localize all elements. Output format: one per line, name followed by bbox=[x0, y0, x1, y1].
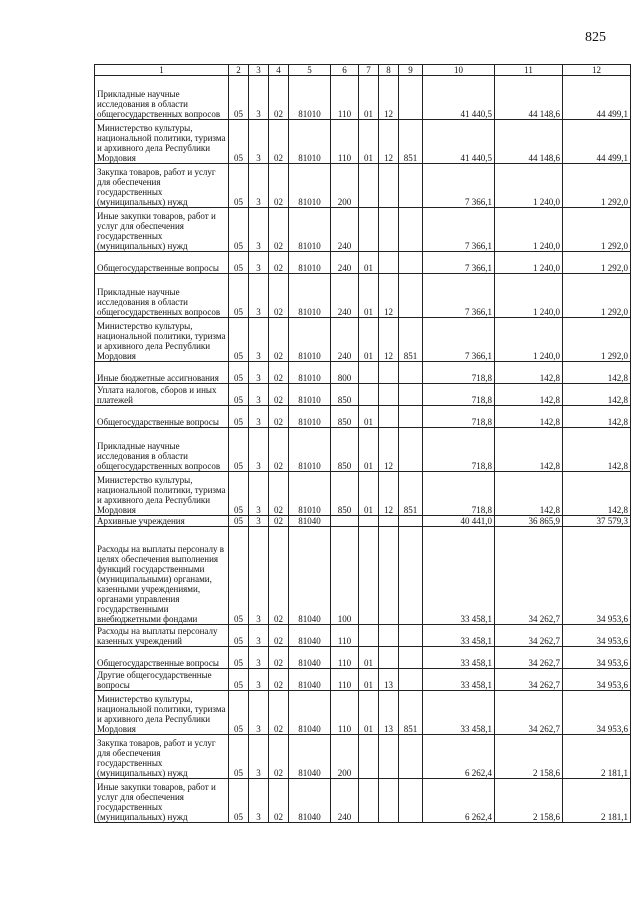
subprogram-code: 3 bbox=[249, 669, 269, 691]
subsection-code bbox=[379, 647, 399, 669]
expense-type-code: 850 bbox=[331, 406, 359, 428]
column-header: 11 bbox=[495, 65, 563, 76]
table-row bbox=[95, 384, 631, 406]
target-code: 81010 bbox=[289, 384, 331, 406]
subsection-code: 12 bbox=[379, 76, 399, 120]
table-row bbox=[95, 669, 631, 691]
table-row bbox=[95, 472, 631, 516]
subsection-code: 12 bbox=[379, 428, 399, 472]
section-code: 02 bbox=[269, 164, 289, 208]
expense-type-code: 100 bbox=[331, 527, 359, 625]
amount-year-1: 7 366,1 bbox=[423, 274, 495, 318]
chapter-code: 05 bbox=[229, 647, 249, 669]
amount-year-1: 33 458,1 bbox=[423, 647, 495, 669]
subsection-code: 12 bbox=[379, 120, 399, 164]
expense-type-code: 200 bbox=[331, 164, 359, 208]
amount-year-2: 34 262,7 bbox=[495, 691, 563, 735]
amount-year-1: 33 458,1 bbox=[423, 691, 495, 735]
amount-year-1: 33 458,1 bbox=[423, 669, 495, 691]
amount-year-2: 34 262,7 bbox=[495, 527, 563, 625]
subprogram-code: 3 bbox=[249, 274, 269, 318]
expense-type-code: 110 bbox=[331, 669, 359, 691]
amount-year-3: 1 292,0 bbox=[563, 274, 631, 318]
target-code: 81040 bbox=[289, 647, 331, 669]
target-code: 81040 bbox=[289, 735, 331, 779]
section-code: 02 bbox=[269, 691, 289, 735]
item-name: Общегосударственные вопросы bbox=[95, 406, 229, 428]
chapter-code: 05 bbox=[229, 516, 249, 527]
amount-year-3: 142,8 bbox=[563, 384, 631, 406]
ministry-code bbox=[399, 406, 423, 428]
chapter-code: 05 bbox=[229, 735, 249, 779]
amount-year-1: 718,8 bbox=[423, 384, 495, 406]
amount-year-2: 142,8 bbox=[495, 472, 563, 516]
target-code: 81040 bbox=[289, 669, 331, 691]
subprogram-code: 3 bbox=[249, 362, 269, 384]
subsection-code bbox=[379, 164, 399, 208]
ministry-code bbox=[399, 362, 423, 384]
ministry-code bbox=[399, 779, 423, 823]
amount-year-2: 1 240,0 bbox=[495, 252, 563, 274]
table-row bbox=[95, 406, 631, 428]
item-name: Иные бюджетные ассигнования bbox=[95, 362, 229, 384]
subsection-code bbox=[379, 252, 399, 274]
section-code: 02 bbox=[269, 669, 289, 691]
chapter-code: 05 bbox=[229, 669, 249, 691]
amount-year-1: 718,8 bbox=[423, 362, 495, 384]
section-code-2: 01 bbox=[359, 252, 379, 274]
amount-year-3: 34 953,6 bbox=[563, 691, 631, 735]
amount-year-3: 34 953,6 bbox=[563, 625, 631, 647]
amount-year-2: 142,8 bbox=[495, 362, 563, 384]
column-header: 9 bbox=[399, 65, 423, 76]
chapter-code: 05 bbox=[229, 318, 249, 362]
amount-year-3: 1 292,0 bbox=[563, 208, 631, 252]
amount-year-1: 7 366,1 bbox=[423, 318, 495, 362]
chapter-code: 05 bbox=[229, 362, 249, 384]
amount-year-1: 718,8 bbox=[423, 428, 495, 472]
table-row bbox=[95, 516, 631, 527]
amount-year-2: 2 158,6 bbox=[495, 779, 563, 823]
subprogram-code: 3 bbox=[249, 779, 269, 823]
chapter-code: 05 bbox=[229, 208, 249, 252]
subprogram-code: 3 bbox=[249, 208, 269, 252]
table-row bbox=[95, 252, 631, 274]
subsection-code bbox=[379, 735, 399, 779]
subsection-code bbox=[379, 516, 399, 527]
section-code: 02 bbox=[269, 779, 289, 823]
amount-year-1: 7 366,1 bbox=[423, 208, 495, 252]
chapter-code: 05 bbox=[229, 120, 249, 164]
expense-type-code: 110 bbox=[331, 691, 359, 735]
header-row bbox=[95, 65, 631, 76]
chapter-code: 05 bbox=[229, 76, 249, 120]
item-name: Министерство культуры, национальной политики, туризма и архивного дела Республики Мордовия bbox=[95, 691, 229, 735]
subsection-code bbox=[379, 406, 399, 428]
amount-year-1: 7 366,1 bbox=[423, 252, 495, 274]
subsection-code bbox=[379, 362, 399, 384]
amount-year-2: 34 262,7 bbox=[495, 647, 563, 669]
subsection-code: 12 bbox=[379, 318, 399, 362]
table-row bbox=[95, 274, 631, 318]
section-code-2 bbox=[359, 384, 379, 406]
ministry-code bbox=[399, 647, 423, 669]
section-code-2: 01 bbox=[359, 76, 379, 120]
section-code-2: 01 bbox=[359, 472, 379, 516]
amount-year-3: 142,8 bbox=[563, 362, 631, 384]
expense-type-code bbox=[331, 516, 359, 527]
column-header: 12 bbox=[563, 65, 631, 76]
subprogram-code: 3 bbox=[249, 428, 269, 472]
table-row bbox=[95, 625, 631, 647]
amount-year-1: 7 366,1 bbox=[423, 164, 495, 208]
ministry-code bbox=[399, 76, 423, 120]
amount-year-2: 44 148,6 bbox=[495, 120, 563, 164]
amount-year-3: 37 579,3 bbox=[563, 516, 631, 527]
table-row bbox=[95, 691, 631, 735]
amount-year-2: 142,8 bbox=[495, 384, 563, 406]
target-code: 81040 bbox=[289, 625, 331, 647]
item-name: Министерство культуры, национальной политики, туризма и архивного дела Республики Мордовия bbox=[95, 120, 229, 164]
target-code: 81010 bbox=[289, 208, 331, 252]
amount-year-1: 6 262,4 bbox=[423, 735, 495, 779]
section-code: 02 bbox=[269, 274, 289, 318]
section-code-2 bbox=[359, 208, 379, 252]
target-code: 81040 bbox=[289, 516, 331, 527]
amount-year-3: 142,8 bbox=[563, 406, 631, 428]
chapter-code: 05 bbox=[229, 779, 249, 823]
section-code: 02 bbox=[269, 208, 289, 252]
target-code: 81010 bbox=[289, 274, 331, 318]
amount-year-1: 41 440,5 bbox=[423, 120, 495, 164]
amount-year-2: 1 240,0 bbox=[495, 164, 563, 208]
ministry-code bbox=[399, 164, 423, 208]
amount-year-1: 6 262,4 bbox=[423, 779, 495, 823]
ministry-code bbox=[399, 625, 423, 647]
section-code-2: 01 bbox=[359, 274, 379, 318]
subprogram-code: 3 bbox=[249, 647, 269, 669]
amount-year-3: 34 953,6 bbox=[563, 669, 631, 691]
column-header: 1 bbox=[95, 65, 229, 76]
expense-type-code: 240 bbox=[331, 252, 359, 274]
subprogram-code: 3 bbox=[249, 516, 269, 527]
chapter-code: 05 bbox=[229, 406, 249, 428]
subprogram-code: 3 bbox=[249, 120, 269, 164]
expense-type-code: 240 bbox=[331, 208, 359, 252]
subsection-code: 13 bbox=[379, 691, 399, 735]
target-code: 81040 bbox=[289, 527, 331, 625]
amount-year-3: 44 499,1 bbox=[563, 120, 631, 164]
section-code-2: 01 bbox=[359, 647, 379, 669]
item-name: Другие общегосударственные вопросы bbox=[95, 669, 229, 691]
column-header: 3 bbox=[249, 65, 269, 76]
expense-type-code: 110 bbox=[331, 647, 359, 669]
item-name: Уплата налогов, сборов и иных платежей bbox=[95, 384, 229, 406]
amount-year-3: 34 953,6 bbox=[563, 647, 631, 669]
expense-type-code: 240 bbox=[331, 318, 359, 362]
table-row bbox=[95, 428, 631, 472]
ministry-code: 851 bbox=[399, 318, 423, 362]
chapter-code: 05 bbox=[229, 527, 249, 625]
table-row bbox=[95, 735, 631, 779]
amount-year-3: 2 181,1 bbox=[563, 779, 631, 823]
amount-year-2: 34 262,7 bbox=[495, 669, 563, 691]
amount-year-1: 41 440,5 bbox=[423, 76, 495, 120]
amount-year-2: 36 865,9 bbox=[495, 516, 563, 527]
amount-year-3: 2 181,1 bbox=[563, 735, 631, 779]
amount-year-2: 1 240,0 bbox=[495, 318, 563, 362]
section-code-2: 01 bbox=[359, 691, 379, 735]
section-code-2: 01 bbox=[359, 669, 379, 691]
subprogram-code: 3 bbox=[249, 527, 269, 625]
target-code: 81010 bbox=[289, 362, 331, 384]
subsection-code: 13 bbox=[379, 669, 399, 691]
ministry-code: 851 bbox=[399, 472, 423, 516]
table-row bbox=[95, 779, 631, 823]
section-code: 02 bbox=[269, 472, 289, 516]
expense-type-code: 850 bbox=[331, 384, 359, 406]
section-code-2 bbox=[359, 516, 379, 527]
section-code: 02 bbox=[269, 76, 289, 120]
section-code: 02 bbox=[269, 625, 289, 647]
amount-year-3: 1 292,0 bbox=[563, 164, 631, 208]
column-header: 6 bbox=[331, 65, 359, 76]
amount-year-2: 1 240,0 bbox=[495, 208, 563, 252]
ministry-code bbox=[399, 516, 423, 527]
item-name: Закупка товаров, работ и услуг для обеспечения государственных (муниципальных) нужд bbox=[95, 164, 229, 208]
target-code: 81010 bbox=[289, 428, 331, 472]
section-code-2 bbox=[359, 527, 379, 625]
column-header: 4 bbox=[269, 65, 289, 76]
expense-type-code: 240 bbox=[331, 779, 359, 823]
subsection-code bbox=[379, 779, 399, 823]
chapter-code: 05 bbox=[229, 625, 249, 647]
chapter-code: 05 bbox=[229, 472, 249, 516]
item-name: Прикладные научные исследования в области общегосударственных вопросов bbox=[95, 76, 229, 120]
target-code: 81010 bbox=[289, 120, 331, 164]
subprogram-code: 3 bbox=[249, 625, 269, 647]
table-body bbox=[95, 76, 631, 823]
amount-year-1: 40 441,0 bbox=[423, 516, 495, 527]
section-code: 02 bbox=[269, 647, 289, 669]
table-row bbox=[95, 120, 631, 164]
section-code-2: 01 bbox=[359, 428, 379, 472]
chapter-code: 05 bbox=[229, 691, 249, 735]
page-number: 825 bbox=[585, 30, 606, 45]
amount-year-3: 1 292,0 bbox=[563, 318, 631, 362]
subprogram-code: 3 bbox=[249, 76, 269, 120]
expense-type-code: 200 bbox=[331, 735, 359, 779]
table-row bbox=[95, 76, 631, 120]
ministry-code bbox=[399, 527, 423, 625]
ministry-code bbox=[399, 428, 423, 472]
ministry-code bbox=[399, 384, 423, 406]
amount-year-1: 718,8 bbox=[423, 472, 495, 516]
target-code: 81040 bbox=[289, 691, 331, 735]
expense-type-code: 850 bbox=[331, 472, 359, 516]
column-header: 5 bbox=[289, 65, 331, 76]
subsection-code bbox=[379, 625, 399, 647]
expense-type-code: 110 bbox=[331, 76, 359, 120]
subsection-code: 12 bbox=[379, 472, 399, 516]
subsection-code bbox=[379, 208, 399, 252]
chapter-code: 05 bbox=[229, 252, 249, 274]
item-name: Закупка товаров, работ и услуг для обеспечения государственных (муниципальных) нужд bbox=[95, 735, 229, 779]
ministry-code bbox=[399, 735, 423, 779]
budget-table bbox=[94, 64, 631, 823]
section-code-2 bbox=[359, 164, 379, 208]
subsection-code: 12 bbox=[379, 274, 399, 318]
subprogram-code: 3 bbox=[249, 384, 269, 406]
table-row bbox=[95, 208, 631, 252]
target-code: 81010 bbox=[289, 76, 331, 120]
amount-year-2: 34 262,7 bbox=[495, 625, 563, 647]
subprogram-code: 3 bbox=[249, 318, 269, 362]
amount-year-1: 33 458,1 bbox=[423, 527, 495, 625]
table-row bbox=[95, 362, 631, 384]
target-code: 81010 bbox=[289, 252, 331, 274]
item-name: Прикладные научные исследования в области общегосударственных вопросов bbox=[95, 274, 229, 318]
subprogram-code: 3 bbox=[249, 735, 269, 779]
ministry-code bbox=[399, 208, 423, 252]
section-code: 02 bbox=[269, 120, 289, 164]
target-code: 81040 bbox=[289, 779, 331, 823]
subprogram-code: 3 bbox=[249, 164, 269, 208]
column-header: 2 bbox=[229, 65, 249, 76]
expense-type-code: 850 bbox=[331, 428, 359, 472]
section-code: 02 bbox=[269, 428, 289, 472]
subprogram-code: 3 bbox=[249, 406, 269, 428]
chapter-code: 05 bbox=[229, 428, 249, 472]
target-code: 81010 bbox=[289, 164, 331, 208]
chapter-code: 05 bbox=[229, 384, 249, 406]
amount-year-3: 44 499,1 bbox=[563, 76, 631, 120]
ministry-code: 851 bbox=[399, 691, 423, 735]
expense-type-code: 110 bbox=[331, 120, 359, 164]
target-code: 81010 bbox=[289, 318, 331, 362]
amount-year-2: 44 148,6 bbox=[495, 76, 563, 120]
section-code: 02 bbox=[269, 527, 289, 625]
amount-year-2: 142,8 bbox=[495, 406, 563, 428]
table-row bbox=[95, 318, 631, 362]
expense-type-code: 240 bbox=[331, 274, 359, 318]
amount-year-2: 1 240,0 bbox=[495, 274, 563, 318]
chapter-code: 05 bbox=[229, 164, 249, 208]
chapter-code: 05 bbox=[229, 274, 249, 318]
item-name: Общегосударственные вопросы bbox=[95, 647, 229, 669]
ministry-code: 851 bbox=[399, 120, 423, 164]
amount-year-1: 718,8 bbox=[423, 406, 495, 428]
expense-type-code: 110 bbox=[331, 625, 359, 647]
item-name: Министерство культуры, национальной политики, туризма и архивного дела Республики Мордовия bbox=[95, 472, 229, 516]
section-code-2 bbox=[359, 735, 379, 779]
ministry-code bbox=[399, 669, 423, 691]
item-name: Расходы на выплаты персоналу в целях обеспечения выполнения функций государственными (муниципальными) органами, казенными учреждениями, органами управления государственными внебюджетными фондами bbox=[95, 527, 229, 625]
section-code: 02 bbox=[269, 516, 289, 527]
subsection-code bbox=[379, 527, 399, 625]
column-header: 8 bbox=[379, 65, 399, 76]
item-name: Общегосударственные вопросы bbox=[95, 252, 229, 274]
section-code-2 bbox=[359, 362, 379, 384]
item-name: Иные закупки товаров, работ и услуг для обеспечения государственных (муниципальных) нужд bbox=[95, 779, 229, 823]
table-row bbox=[95, 527, 631, 625]
section-code-2: 01 bbox=[359, 406, 379, 428]
target-code: 81010 bbox=[289, 472, 331, 516]
amount-year-3: 142,8 bbox=[563, 472, 631, 516]
section-code-2 bbox=[359, 779, 379, 823]
amount-year-2: 142,8 bbox=[495, 428, 563, 472]
item-name: Прикладные научные исследования в области общегосударственных вопросов bbox=[95, 428, 229, 472]
column-header: 10 bbox=[423, 65, 495, 76]
item-name: Расходы на выплаты персоналу казенных учреждений bbox=[95, 625, 229, 647]
item-name: Министерство культуры, национальной политики, туризма и архивного дела Республики Мордовия bbox=[95, 318, 229, 362]
expense-type-code: 800 bbox=[331, 362, 359, 384]
target-code: 81010 bbox=[289, 406, 331, 428]
amount-year-3: 1 292,0 bbox=[563, 252, 631, 274]
section-code-2: 01 bbox=[359, 120, 379, 164]
column-header: 7 bbox=[359, 65, 379, 76]
amount-year-3: 34 953,6 bbox=[563, 527, 631, 625]
subprogram-code: 3 bbox=[249, 472, 269, 516]
ministry-code bbox=[399, 252, 423, 274]
ministry-code bbox=[399, 274, 423, 318]
section-code: 02 bbox=[269, 384, 289, 406]
subsection-code bbox=[379, 384, 399, 406]
amount-year-3: 142,8 bbox=[563, 428, 631, 472]
amount-year-2: 2 158,6 bbox=[495, 735, 563, 779]
subprogram-code: 3 bbox=[249, 691, 269, 735]
section-code: 02 bbox=[269, 318, 289, 362]
item-name: Архивные учреждения bbox=[95, 516, 229, 527]
section-code: 02 bbox=[269, 735, 289, 779]
table-row bbox=[95, 647, 631, 669]
table-row bbox=[95, 164, 631, 208]
item-name: Иные закупки товаров, работ и услуг для обеспечения государственных (муниципальных) нужд bbox=[95, 208, 229, 252]
section-code: 02 bbox=[269, 362, 289, 384]
subprogram-code: 3 bbox=[249, 252, 269, 274]
section-code: 02 bbox=[269, 406, 289, 428]
section-code-2 bbox=[359, 625, 379, 647]
section-code-2: 01 bbox=[359, 318, 379, 362]
section-code: 02 bbox=[269, 252, 289, 274]
amount-year-1: 33 458,1 bbox=[423, 625, 495, 647]
